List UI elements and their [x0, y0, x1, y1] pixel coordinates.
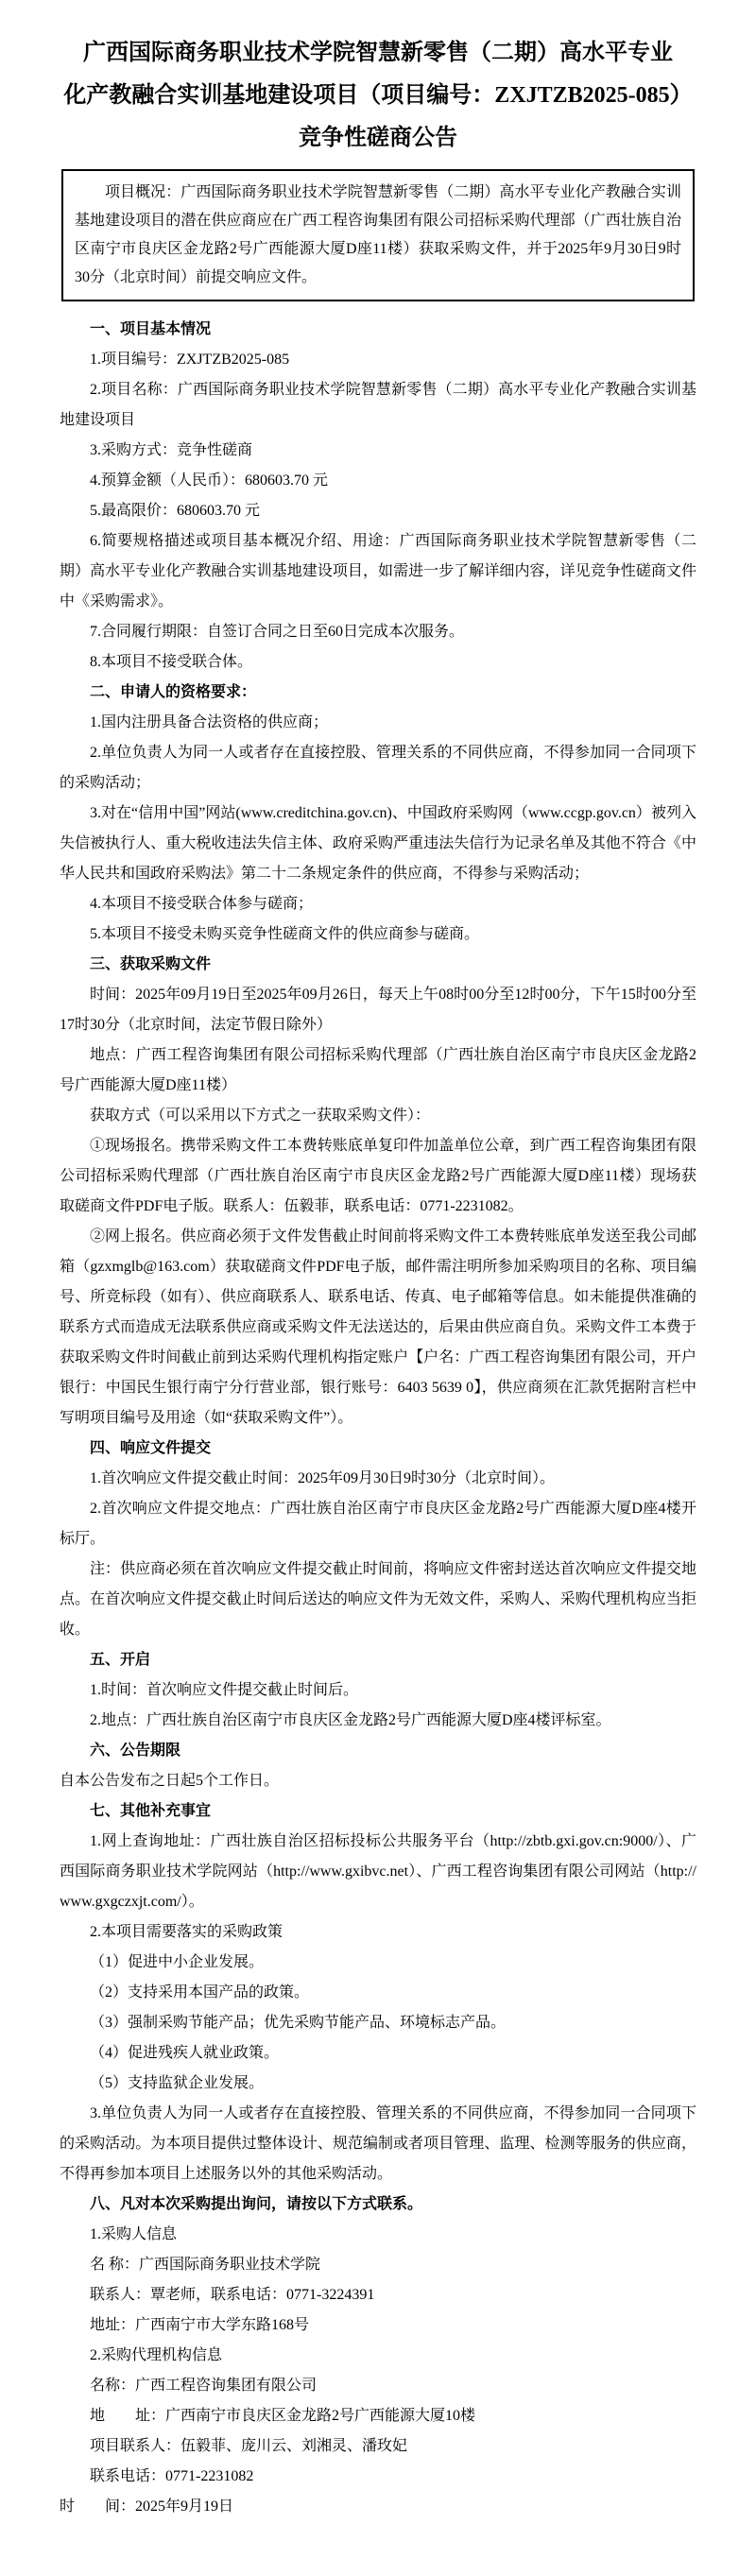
announcement-date: 时 间：2025年9月19日 — [60, 2499, 234, 2515]
section-opening — [60, 1645, 696, 1736]
requirement-item: 1.国内注册具备合法资格的供应商； — [90, 714, 329, 730]
opening-time: 1.时间：首次响应文件提交截止时间后。 — [90, 1682, 359, 1698]
section-heading-2: 二、申请人的资格要求： — [90, 684, 257, 700]
section-heading-1: 一、项目基本情况 — [90, 321, 212, 337]
no-consortium-note: 8.本项目不接受联合体。 — [90, 654, 253, 670]
requirement-item: 3.对在“信用中国”网站(www.creditchina.gov.cn)、中国政府采购网（www.ccgp.gov.cn）被列入失信被执行人、重大税收违法失信主体、政府采购严重违法失信行为记录名单及其他不符合《中华人民共和国政府采购法》第二十二条规定条件的供应商，不得参与采购活动； — [60, 805, 696, 882]
budget-amount: 4.预算金额（人民币）：680603.70 元 — [90, 472, 329, 489]
agency-address: 地 址：广西南宁市良庆区金龙路2号广西能源大厦10楼 — [90, 2408, 476, 2424]
agency-phone: 联系电话：0771-2231082 — [90, 2468, 254, 2484]
announcement-period-text: 自本公告发布之日起5个工作日。 — [60, 1773, 280, 1789]
policy-item: （4）促进残疾人就业政策。 — [90, 2045, 280, 2061]
online-query-address: 1.网上查询地址：广西壮族自治区招标投标公共服务平台（http://zbtb.gxi.gov.cn:9000/）、广西国际商务职业技术学院网站（http://www.gxibvc.net）、广西工程咨询集团有限公司网站（http://www.gxgczxjt.com/）。 — [60, 1833, 696, 1910]
contract-duration: 7.合同履行期限：自签订合同之日至60日完成本次服务。 — [90, 624, 465, 640]
section-heading-7: 七、其他补充事宜 — [90, 1803, 212, 1819]
purchaser-contact: 联系人：覃老师，联系电话：0771-3224391 — [90, 2287, 375, 2303]
section-basic-info — [60, 315, 696, 678]
project-name: 2.项目名称：广西国际商务职业技术学院智慧新零售（二期）高水平专业化产教融合实训基地建设项目 — [60, 382, 696, 428]
policy-item: （3）强制采购节能产品；优先采购节能产品、环境标志产品。 — [90, 2015, 507, 2031]
responsibility-note: 3.单位负责人为同一人或者存在直接控股、管理关系的不同供应商，不得参加同一合同项下的采购活动。为本项目提供过整体设计、规范编制或者项目管理、监理、检测等服务的供应商，不得再参加本项目上述服务以外的其他采购活动。 — [60, 2105, 696, 2182]
requirement-item: 5.本项目不接受未购买竞争性磋商文件的供应商参与磋商。 — [90, 926, 480, 942]
section-other-matters — [60, 1796, 696, 2190]
max-price: 5.最高限价：680603.70 元 — [90, 503, 261, 519]
section-obtain-documents — [60, 950, 696, 1434]
title-line-2: 化产教融合实训基地建设项目（项目编号：ZXJTZB2025-085） — [63, 83, 693, 108]
section-contact-info — [60, 2190, 696, 2522]
obtain-method-intro: 获取方式（可以采用以下方式之一获取采购文件）： — [90, 1108, 431, 1124]
page-title — [60, 32, 696, 160]
section-heading-6: 六、公告期限 — [90, 1743, 181, 1759]
section-applicant-requirements — [60, 678, 696, 950]
purchaser-info-label: 1.采购人信息 — [90, 2226, 178, 2242]
project-number: 1.项目编号：ZXJTZB2025-085 — [90, 352, 290, 368]
purchaser-address: 地址：广西南宁市大学东路168号 — [90, 2317, 310, 2333]
requirement-item: 2.单位负责人为同一人或者存在直接控股、管理关系的不同供应商，不得参加同一合同项下的采购活动； — [60, 745, 696, 791]
obtain-method-onsite: ①现场报名。携带采购文件工本费转账底单复印件加盖单位公章，到广西工程咨询集团有限公司招标采购代理部（广西壮族自治区南宁市良庆区金龙路2号广西能源大厦D座11楼）现场获取磋商文件PDF电子版。联系人：伍毅菲，联系电话：0771-2231082。 — [60, 1138, 696, 1214]
project-overview-box — [61, 169, 695, 301]
project-overview-text: 项目概况：广西国际商务职业技术学院智慧新零售（二期）高水平专业化产教融合实训基地建设项目的潜在供应商应在广西工程咨询集团有限公司招标采购代理部（广西壮族自治区南宁市良庆区金龙路2号广西能源大厦D座11楼）获取采购文件，并于2025年9月30日9时30分（北京时间）前提交响应文件。 — [75, 184, 681, 285]
policy-item: （5）支持监狱企业发展。 — [90, 2075, 265, 2091]
section-response-submission — [60, 1434, 696, 1645]
policy-item: （1）促进中小企业发展。 — [90, 1954, 265, 1970]
obtain-method-online: ②网上报名。供应商必须于文件发售截止时间前将采购文件工本费转账底单发送至我公司邮箱（gzxmglb@163.com）获取磋商文件PDF电子版，邮件需注明所参加采购项目的名称、项目编号、所竞标段（如有）、供应商联系人、联系电话、传真、电子邮箱等信息。如未能提供准确的联系方式而造成无法联系供应商或采购文件无法送达的，后果由供应商自负。采购文件工本费于获取采购文件时间截止前到达采购代理机构指定账户【户名：广西工程咨询集团有限公司，开户银行：中国民生银行南宁分行营业部，银行账号：6403 5639 0】，供应商须在汇款凭据附言栏中写明项目编号及用途（如“获取采购文件”）。 — [60, 1228, 696, 1426]
obtain-location: 地点：广西工程咨询集团有限公司招标采购代理部（广西壮族自治区南宁市良庆区金龙路2号广西能源大厦D座11楼） — [60, 1047, 696, 1093]
agency-name: 名称：广西工程咨询集团有限公司 — [90, 2378, 318, 2394]
section-heading-5: 五、开启 — [90, 1652, 151, 1668]
section-heading-8: 八、凡对本次采购提出询问，请按以下方式联系。 — [90, 2196, 423, 2212]
agency-info-label: 2.采购代理机构信息 — [90, 2347, 223, 2363]
section-announcement-period — [60, 1736, 696, 1796]
section-heading-3: 三、获取采购文件 — [90, 956, 212, 972]
submission-note: 注：供应商必须在首次响应文件提交截止时间前，将响应文件密封送达首次响应文件提交地点。在首次响应文件提交截止时间后送达的响应文件为无效文件，采购人、采购代理机构应当拒收。 — [60, 1561, 696, 1638]
section-heading-4: 四、响应文件提交 — [90, 1440, 212, 1456]
requirement-item: 4.本项目不接受联合体参与磋商； — [90, 896, 314, 912]
procurement-method: 3.采购方式：竞争性磋商 — [90, 442, 253, 458]
submission-location: 2.首次响应文件提交地点：广西壮族自治区南宁市良庆区金龙路2号广西能源大厦D座4楼开标厅。 — [60, 1501, 696, 1547]
obtain-time: 时间：2025年09月19日至2025年09月26日，每天上午08时00分至12时00分，下午15时00分至17时30分（北京时间，法定节假日除外） — [60, 987, 696, 1033]
title-line-3: 竞争性磋商公告 — [299, 126, 457, 150]
project-description: 6.简要规格描述或项目基本概况介绍、用途：广西国际商务职业技术学院智慧新零售（二期）高水平专业化产教融合实训基地建设项目，如需进一步了解详细内容，详见竞争性磋商文件中《采购需求》。 — [60, 533, 696, 610]
purchaser-name: 名 称：广西国际商务职业技术学院 — [90, 2257, 321, 2273]
agency-project-contacts: 项目联系人：伍毅菲、庞川云、刘湘灵、潘玫妃 — [90, 2438, 408, 2454]
procurement-policies-intro: 2.本项目需要落实的采购政策 — [90, 1924, 284, 1940]
opening-location: 2.地点：广西壮族自治区南宁市良庆区金龙路2号广西能源大厦D座4楼评标室。 — [90, 1712, 611, 1728]
submission-deadline: 1.首次响应文件提交截止时间：2025年09月30日9时30分（北京时间）。 — [90, 1470, 556, 1486]
policy-item: （2）支持采用本国产品的政策。 — [90, 1984, 310, 2001]
title-line-1: 广西国际商务职业技术学院智慧新零售（二期）高水平专业 — [83, 41, 673, 65]
